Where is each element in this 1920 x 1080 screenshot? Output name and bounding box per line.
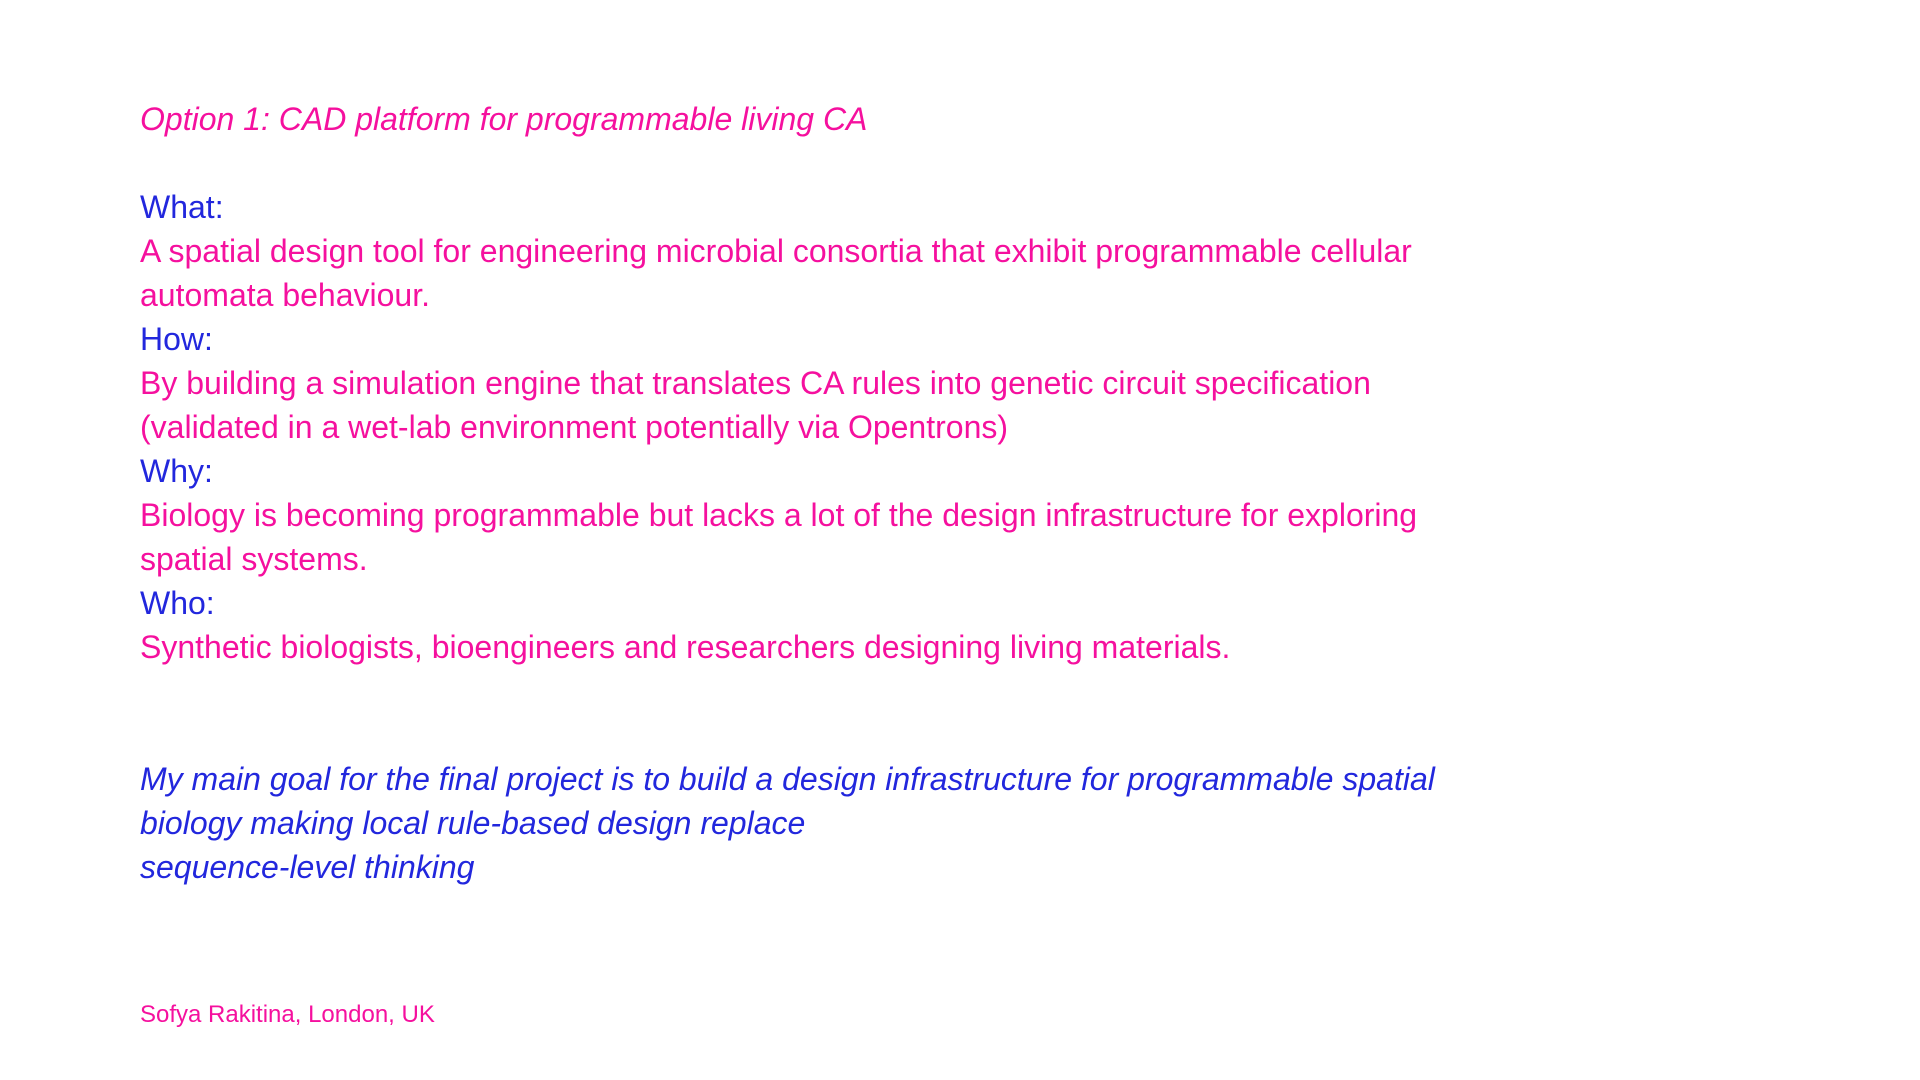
section-what-text-line: A spatial design tool for engineering microbial consortia that exhibit programmable cellular <box>140 233 1412 269</box>
text-content <box>140 97 1435 889</box>
goal-statement-line: biology making local rule-based design replace <box>140 805 806 841</box>
section-why-text-line: spatial systems. <box>140 541 368 577</box>
section-what-text-line: automata behaviour. <box>140 277 430 313</box>
section-how-text-line: By building a simulation engine that translates CA rules into genetic circuit specification <box>140 365 1371 401</box>
section-label-what: What: <box>140 189 224 225</box>
section-label-why: Why: <box>140 453 213 489</box>
goal-statement-line: sequence-level thinking <box>140 849 475 885</box>
goal-statement <box>140 757 1435 889</box>
section-label-who: Who: <box>140 585 215 621</box>
qa-block <box>140 185 1435 669</box>
section-how-text-line: (validated in a wet-lab environment potentially via Opentrons) <box>140 409 1009 445</box>
author-credit: Sofya Rakitina, London, UK <box>140 1001 435 1028</box>
option-title: Option 1: CAD platform for programmable living CA <box>140 101 868 137</box>
section-label-how: How: <box>140 321 213 357</box>
section-who-text-line: Synthetic biologists, bioengineers and researchers designing living materials. <box>140 629 1231 665</box>
section-why-text-line: Biology is becoming programmable but lacks a lot of the design infrastructure for exploring <box>140 497 1418 533</box>
goal-statement-line: My main goal for the final project is to build a design infrastructure for programmable spatial <box>140 761 1435 797</box>
